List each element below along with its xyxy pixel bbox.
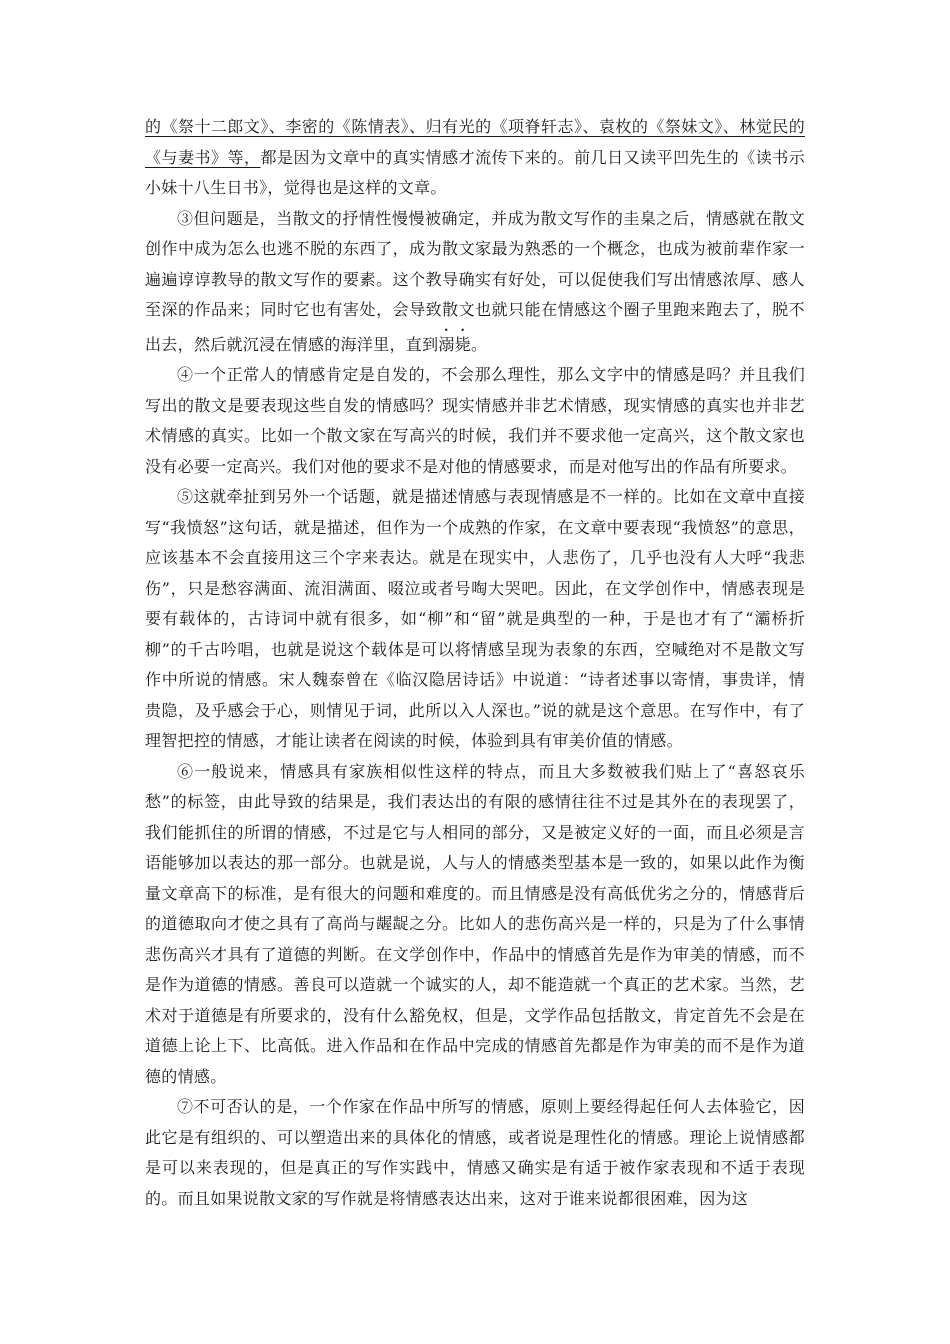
paragraph-3 [145, 204, 805, 361]
paragraph-3-end: 。 [471, 334, 488, 354]
paragraph-2-rest: 都是因为文章中的真实情感才流传下来的。前几日又读平凹先生的《读书示小妹十八生日书》，觉得也是这样的文章。 [145, 147, 805, 197]
paragraph-2-continuation [145, 112, 805, 204]
emphasized-word: 溺毙 [438, 334, 472, 354]
paragraph-7: ⑦不可否认的是，一个作家在作品中所写的情感，原则上要经得起任何人去体验它，因此它是有组织的、可以塑造出来的具体化的情感，或者说是理性化的情感。理论上说情感都是可以来表现的，但是真正的写作实践中，情感又确实是有适于被作家表现和不适于表现的。而且如果说散文家的写作就是将情感表达出来，这对于谁来说都很困难，因为这 [145, 1097, 805, 1208]
paragraph-3-text: ③但问题是，当散文的抒情性慢慢被确定，并成为散文写作的圭臬之后，情感就在散文创作中成为怎么也逃不脱的东西了，成为散文家最为熟悉的一个概念，也成为被前辈作家一遍遍谆谆教导的散文写作的要素。这个教导确实有好处，可以促使我们写出情感浓厚、感人至深的作品来；同时它也有害处，会导致散文也就只能在情感这个圈子里跑来跑去了，脱不出去，然后就沉浸在情感的海洋里，直到 [145, 208, 805, 354]
paragraph-6: ⑥一般说来，情感具有家族相似性这样的特点，而且大多数被我们贴上了“喜怒哀乐愁”的标签，由此导致的结果是，我们表达出的有限的感情往往不过是其外在的表现罢了，我们能抓住的所谓的情感，不过是它与人相同的部分，又是被定义好的一面，而且必须是言语能够加以表达的那一部分。也就是说，人与人的情感类型基本是一致的，如果以此作为衡量文章高下的标准，是有很大的问题和难度的。而且情感是没有高低优劣之分的，情感背后的道德取向才使之具有了高尚与龌龊之分。比如人的悲伤高兴是一样的，只是为了什么事情悲伤高兴才具有了道德的判断。在文学创作中，作品中的情感首先是作为审美的情感，而不是作为道德的情感。善良可以造就一个诚实的人，却不能造就一个真正的艺术家。当然，艺术对于道德是有所要求的，没有什么豁免权，但是，文学作品包括散文，肯定首先不会是在道德上论上下、比高低。进入作品和在作品中完成的情感首先都是作为审美的而不是作为道德的情感。 [145, 761, 805, 1086]
paragraph-5: ⑤这就牵扯到另外一个话题，就是描述情感与表现情感是不一样的。比如在文章中直接写“我愤怒”这句话，就是描述，但作为一个成熟的作家，在文章中要表现“我愤怒”的意思，应该基本不会直接用这三个字来表达。就是在现实中，人悲伤了，几乎也没有人大呼“我悲伤”，只是愁容满面、流泪满面、啜泣或者号啕大哭吧。因此，在文学创作中，情感表现是要有载体的，古诗词中就有很多，如“柳”和“留”就是典型的一种，于是也才有了“灞桥折柳”的千古吟唱，也就是说这个载体是可以将情感呈现为表象的东西，空喊绝对不是散文写作中所说的情感。宋人魏泰曾在《临汉隐居诗话》中说道：“诗者述事以寄情，事贵详，情贵隐，及乎感会于心，则情见于词，此所以入人深也。”说的就是这个意思。在写作中，有了理智把控的情感，才能让读者在阅读的时候，体验到具有审美价值的情感。 [145, 487, 805, 750]
article-body [145, 112, 805, 1214]
underlined-works-list: 的《祭十二郎文》、李密的《陈情表》、归有光的《项脊轩志》、袁枚的《祭妹文》、林 [145, 117, 756, 136]
paragraph-4: ④一个正常人的情感肯定是自发的，不会那么理性，那么文字中的情感是吗？并且我们写出的散文是要表现这些自发的情感吗？现实情感并非艺术情感，现实情感的真实也并非艺术情感的真实。比如一个散文家在写高兴的时候，我们并不要求他一定高兴，这个散文家也没有必要一定高兴。我们对他的要求不是对他的情感要求，而是对他写出的作品有所要求。 [145, 365, 805, 476]
underlined-works-list-end: 觉民的《与妻书》等， [145, 117, 805, 167]
